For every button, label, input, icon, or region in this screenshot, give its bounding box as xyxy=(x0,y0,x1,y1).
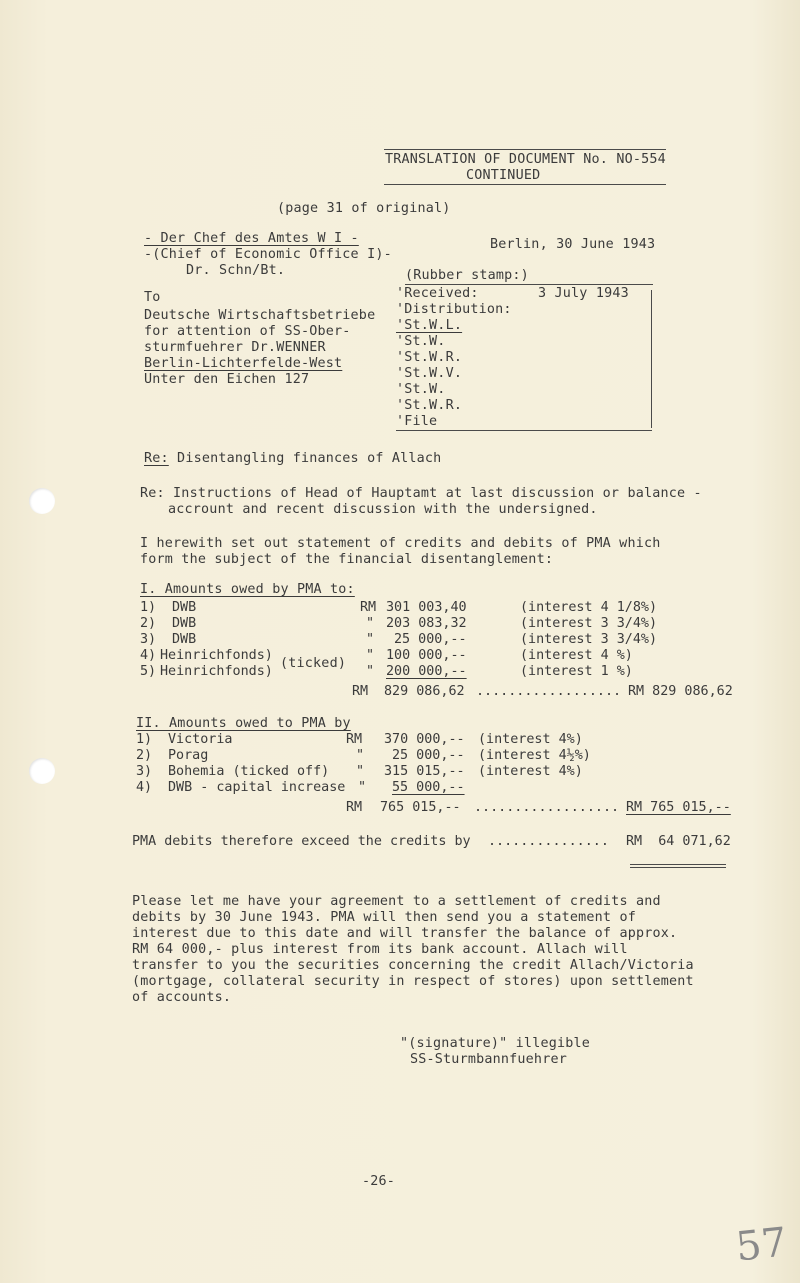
recipient-line: Berlin-Lichterfelde-West xyxy=(144,356,343,371)
table-row xyxy=(0,748,800,764)
re-instructions-line: accrount and recent discussion with the undersigned. xyxy=(168,502,598,517)
sender-line: Dr. Schn/Bt. xyxy=(186,263,286,278)
balance-text: PMA debits therefore exceed the credits by xyxy=(132,834,471,849)
page-reference: (page 31 of original) xyxy=(277,201,451,216)
stamp-received-label: 'Received: xyxy=(396,286,479,301)
stamp-entry: 'St.W.R. xyxy=(396,398,463,413)
title-bottom-rule xyxy=(384,184,666,185)
row-interest: (interest 4 %) xyxy=(520,648,633,663)
paragraph-line: debits by 30 June 1943. PMA will then send you a statement of xyxy=(132,910,636,925)
table-row xyxy=(0,600,800,616)
document-title: TRANSLATION OF DOCUMENT No. NO-554 xyxy=(385,152,666,167)
row-name: Porag xyxy=(168,748,209,763)
row-amount: 25 000,-- xyxy=(392,748,465,763)
stamp-title: (Rubber stamp:) xyxy=(405,268,529,283)
ticked-note: (ticked) xyxy=(280,656,347,671)
row-currency: " xyxy=(358,780,367,795)
row-currency: " xyxy=(366,664,375,679)
intro-line: form the subject of the financial disentanglement: xyxy=(140,552,554,567)
row-interest: (interest 4½%) xyxy=(478,748,591,763)
double-underline xyxy=(630,867,726,868)
row-number: 4) xyxy=(136,780,153,795)
row-amount: 200 000,-- xyxy=(386,664,467,679)
paragraph-line: transfer to you the securities concerning the credit Allach/Victoria xyxy=(132,958,694,973)
stamp-right-border xyxy=(651,290,652,428)
row-currency: " xyxy=(366,648,375,663)
row-amount: 203 083,32 xyxy=(386,616,467,631)
section2-heading: II. Amounts owed to PMA by xyxy=(136,716,351,731)
table-row xyxy=(0,732,800,748)
paragraph-line: (mortgage, collateral security in respect of stores) upon settlement xyxy=(132,974,694,989)
recipient-line: sturmfuehrer Dr.WENNER xyxy=(144,340,326,355)
paragraph-line: of accounts. xyxy=(132,990,232,1005)
re-line xyxy=(144,451,441,468)
stamp-distribution-label: 'Distribution: xyxy=(396,302,512,317)
row-name: DWB xyxy=(172,632,197,647)
row-interest: (interest 4%) xyxy=(478,732,583,747)
row-name: Bohemia (ticked off) xyxy=(168,764,330,779)
table-row xyxy=(0,764,800,780)
handwritten-page-number: 57 xyxy=(733,1219,790,1271)
row-currency: " xyxy=(366,616,375,631)
punch-hole xyxy=(29,488,55,514)
section1-heading: I. Amounts owed by PMA to: xyxy=(140,582,355,597)
row-amount: 100 000,-- xyxy=(386,648,467,663)
place-date: Berlin, 30 June 1943 xyxy=(490,237,656,252)
row-name: DWB - capital increase xyxy=(168,780,346,795)
stamp-entry: 'St.W.V. xyxy=(396,366,463,381)
row-number: 1) xyxy=(140,600,157,615)
signature-line: "(signature)" illegible xyxy=(400,1036,591,1051)
row-number: 2) xyxy=(140,616,157,631)
section2-total-row xyxy=(0,800,800,816)
total-amount: 765 015,-- xyxy=(380,800,461,815)
intro-line: I herewith set out statement of credits and debits of PMA which xyxy=(140,536,661,551)
row-currency: RM xyxy=(346,732,363,747)
row-name: Victoria xyxy=(168,732,233,747)
row-number: 1) xyxy=(136,732,153,747)
stamp-entry: 'St.W.L. xyxy=(396,318,463,333)
table-row xyxy=(0,664,800,680)
recipient-line: Unter den Eichen 127 xyxy=(144,372,310,387)
row-name: Heinrichfonds) xyxy=(160,664,273,679)
row-currency: RM xyxy=(360,600,377,615)
total-currency: RM xyxy=(346,800,363,815)
table-row xyxy=(0,780,800,796)
row-interest: (interest 3 3/4%) xyxy=(520,632,658,647)
double-underline xyxy=(630,864,726,865)
leader-dots: ............... xyxy=(488,834,609,849)
table-row xyxy=(0,632,800,648)
balance-amount: RM 64 071,62 xyxy=(626,834,731,849)
stamp-entry: 'St.W.R. xyxy=(396,350,463,365)
row-amount: 25 000,-- xyxy=(394,632,467,647)
row-number: 5) xyxy=(140,664,157,679)
stamp-top-rule xyxy=(405,284,653,285)
leader-dots: .................. xyxy=(476,684,622,699)
row-interest: (interest 3 3/4%) xyxy=(520,616,658,631)
total-amount: 829 086,62 xyxy=(384,684,465,699)
total-carried: RM 765 015,-- xyxy=(626,800,731,815)
row-name: DWB xyxy=(172,600,197,615)
row-name: DWB xyxy=(172,616,197,631)
total-currency: RM xyxy=(352,684,369,699)
stamp-entry: 'St.W. xyxy=(396,334,446,349)
title-top-rule xyxy=(384,149,666,150)
total-carried: RM 829 086,62 xyxy=(628,684,733,699)
paragraph-line: interest due to this date and will transfer the balance of approx. xyxy=(132,926,678,941)
row-amount: 315 015,-- xyxy=(384,764,465,779)
re-label: Re: xyxy=(144,451,169,466)
row-interest: (interest 4 1/8%) xyxy=(520,600,658,615)
row-number: 3) xyxy=(136,764,153,779)
sender-line: - Der Chef des Amtes W I - xyxy=(144,231,359,246)
row-interest: (interest 4%) xyxy=(478,764,583,779)
document-title-continued: CONTINUED xyxy=(466,168,541,183)
section1-total-row xyxy=(0,684,800,700)
recipient-to: To xyxy=(144,290,161,305)
stamp-entry: 'St.W. xyxy=(396,382,446,397)
stamp-entry: 'File xyxy=(396,414,438,429)
table-row xyxy=(0,616,800,632)
re-instructions-line: Re: Instructions of Head of Hauptamt at last discussion or balance - xyxy=(140,486,702,501)
re-subject: Disentangling finances of Allach xyxy=(168,451,442,466)
row-interest: (interest 1 %) xyxy=(520,664,633,679)
row-number: 2) xyxy=(136,748,153,763)
row-currency: " xyxy=(366,632,375,647)
row-amount: 370 000,-- xyxy=(384,732,465,747)
row-number: 3) xyxy=(140,632,157,647)
row-currency: " xyxy=(356,748,365,763)
leader-dots: .................. xyxy=(474,800,620,815)
stamp-received-date: 3 July 1943 xyxy=(538,286,629,301)
footer-page-number: -26- xyxy=(362,1174,396,1189)
row-currency: " xyxy=(356,764,365,779)
table-row xyxy=(0,648,800,664)
row-number: 4) xyxy=(140,648,157,663)
paragraph-line: RM 64 000,- plus interest from its bank account. Allach will xyxy=(132,942,628,957)
sender-line: -(Chief of Economic Office I)- xyxy=(144,247,392,262)
recipient-line: Deutsche Wirtschaftsbetriebe xyxy=(144,308,376,323)
balance-row xyxy=(0,834,800,850)
recipient-line: for attention of SS-Ober- xyxy=(144,324,351,339)
stamp-bottom-rule xyxy=(396,430,652,431)
row-amount: 55 000,-- xyxy=(392,780,465,795)
row-name: Heinrichfonds) xyxy=(160,648,273,663)
paragraph-line: Please let me have your agreement to a settlement of credits and xyxy=(132,894,661,909)
signature-title: SS-Sturmbannfuehrer xyxy=(410,1052,567,1067)
row-amount: 301 003,40 xyxy=(386,600,467,615)
